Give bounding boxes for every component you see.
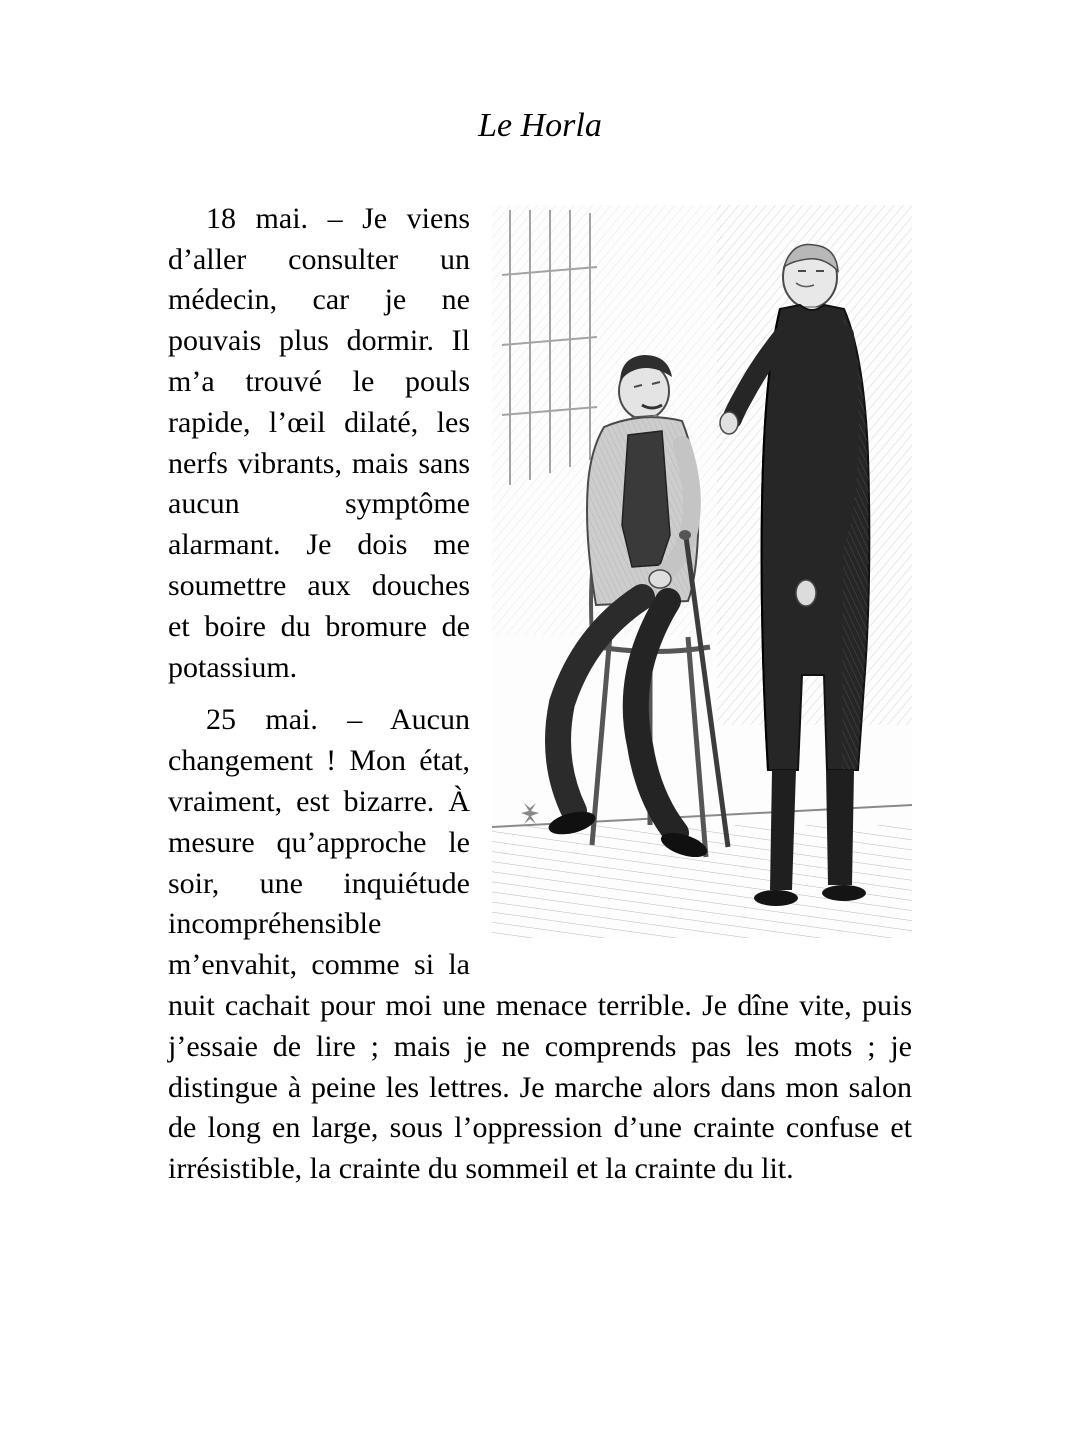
engraving-illustration-svg <box>492 205 912 938</box>
paragraph-18-mai: 18 mai. – Je viens d’aller consulter un médecin, car je ne pouvais plus dormir. Il m’a trouvé le pouls rapide, l’œil dilaté, les nerfs vibrants, mais sans aucun symptôme alarmant. Je dois me soumettre aux douches et boire du bromure de potassium. <box>168 201 470 684</box>
doctor-consultation-illustration <box>492 205 912 938</box>
paragraph-25-mai: 25 mai. – Aucun changement ! Mon état, vraiment, est bizarre. À mesure qu’approche le soir, une inquiétude incompréhensible m’envahit, comme si la nuit cachait pour moi une menace terrible. Je dîne vite, puis j’essaie de lire ; mais je ne comprends pas les mots ; je distingue à peine les lettres. Je marche alors dans mon salon de long en large, sous l’oppression d’une crainte confuse et irrésistible, la crainte du sommeil et la crainte du lit. <box>168 703 912 1186</box>
page-title: Le Horla <box>478 107 602 144</box>
page-body-text <box>168 199 912 1190</box>
